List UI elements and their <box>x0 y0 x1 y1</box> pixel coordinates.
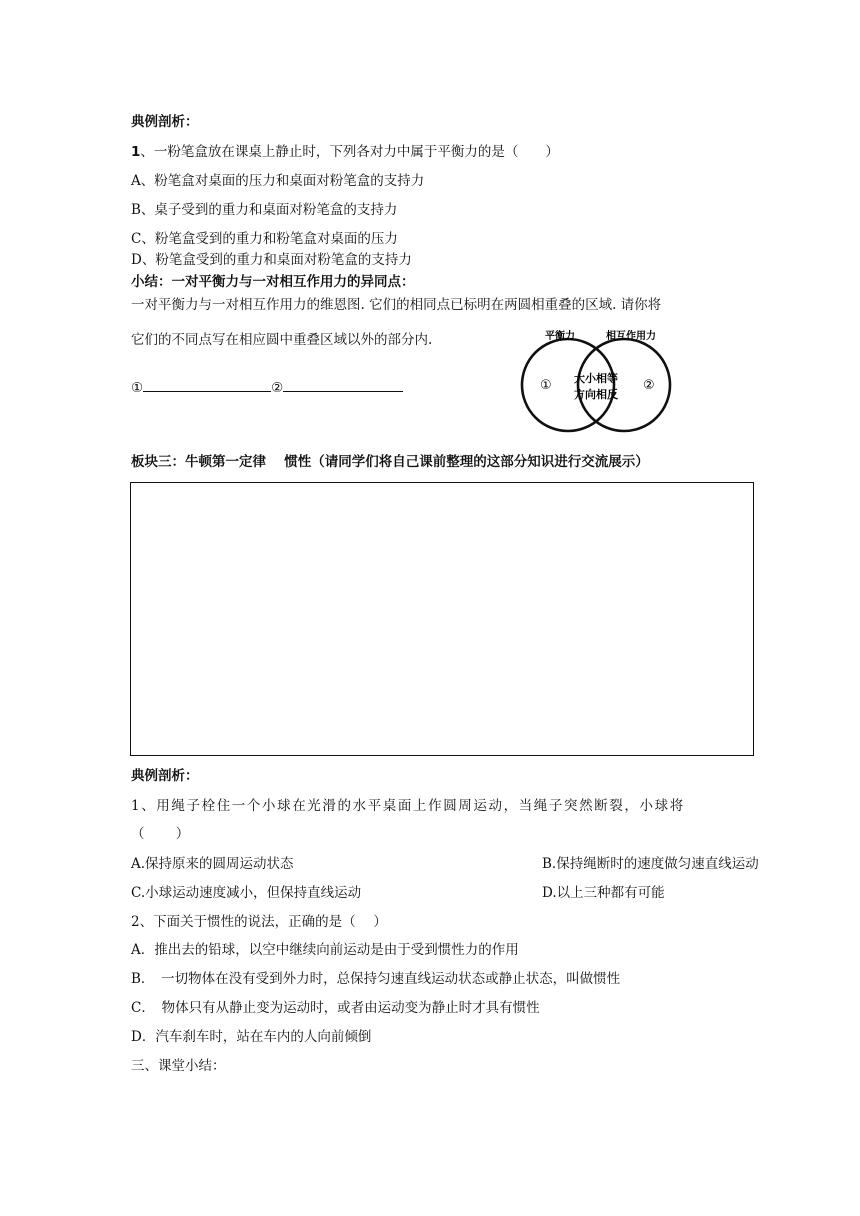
summary-heading: 小结：一对平衡力与一对相互作用力的异同点： <box>131 274 415 290</box>
question-2-1-options-row-2 <box>131 884 665 902</box>
block3-title: 板块三：牛顿第一定律 惯性（请同学们将自己课前整理的这部分知识进行交流展示） <box>131 454 649 470</box>
blank-1-label: ① <box>131 380 144 396</box>
question-1 <box>131 143 559 161</box>
question-2-1-option-a: A.保持原来的圆周运动状态 <box>131 856 294 872</box>
section2-heading: 典例剖析： <box>131 768 199 784</box>
question-2-1: 1、用绳子栓住一个小球在光滑的水平桌面上作圆周运动，当绳子突然断裂，小球将 <box>131 798 685 814</box>
question-1-option-b: B、桌子受到的重力和桌面对粉笔盒的支持力 <box>131 202 398 218</box>
question-1-option-c: C、粉笔盒受到的重力和粉笔盒对桌面的压力 <box>131 231 398 247</box>
question-2-2-option-c: C． 物体只有从静止变为运动时，或者由运动变为静止时才具有惯性 <box>131 1000 540 1016</box>
venn-overlap-line-2: 方向相反 <box>574 388 618 401</box>
section3-heading: 三、课堂小结： <box>131 1058 226 1074</box>
question-2-1-option-d: D.以上三种都有可能 <box>542 885 665 901</box>
blank-2-line[interactable] <box>283 377 403 392</box>
question-2-1-option-c: C.小球运动速度减小，但保持直线运动 <box>131 885 362 901</box>
question-2-2-option-a: A．推出去的铅球，以空中继续向前运动是由于受到惯性力的作用 <box>131 942 519 958</box>
question-2-1-options-row-1 <box>131 855 759 873</box>
venn-left-circle <box>522 339 614 431</box>
question-2-2-option-b: B． 一切物体在没有受到外力时，总保持匀速直线运动状态或静止状态，叫做惯性 <box>131 971 621 987</box>
venn-left-title: 平衡力 <box>545 331 575 342</box>
question-1-text: 、一粉笔盒放在课桌上静止时，下列各对力中属于平衡力的是（ ） <box>140 144 559 160</box>
question-2-1-option-b: B.保持绳断时的速度做匀速直线运动 <box>542 856 759 872</box>
question-1-number: 1 <box>131 144 141 160</box>
venn-diagram <box>518 325 678 435</box>
question-1-option-d: D、粉笔盒受到的重力和桌面对粉笔盒的支持力 <box>131 252 412 268</box>
section1-heading: 典例剖析： <box>131 114 199 130</box>
venn-right-circle <box>578 339 670 431</box>
blank-2-label: ② <box>271 380 284 396</box>
answer-box[interactable] <box>130 482 754 756</box>
question-2-2-option-d: D．汽车刹车时，站在车内的人向前倾倒 <box>131 1029 372 1045</box>
venn-overlap-line-1: 大小相等 <box>574 372 618 385</box>
venn-left-mark: ① <box>540 378 552 393</box>
question-1-option-a: A、粉笔盒对桌面的压力和桌面对粉笔盒的支持力 <box>131 173 425 189</box>
blank-1-line[interactable] <box>143 377 271 392</box>
venn-right-mark: ② <box>643 378 655 393</box>
venn-right-title: 相互作用力 <box>606 331 656 342</box>
question-2-1-paren: （ ） <box>131 826 190 842</box>
question-2-2: 2、下面关于惯性的说法，正确的是（ ） <box>131 914 387 930</box>
summary-line-2: 它们的不同点写在相应圆中重叠区域以外的部分内. <box>131 332 433 348</box>
summary-line-1: 一对平衡力与一对相互作用力的维恩图. 它们的相同点已标明在两圆相重叠的区域. 请你将 <box>131 297 662 313</box>
summary-blanks <box>131 377 403 397</box>
